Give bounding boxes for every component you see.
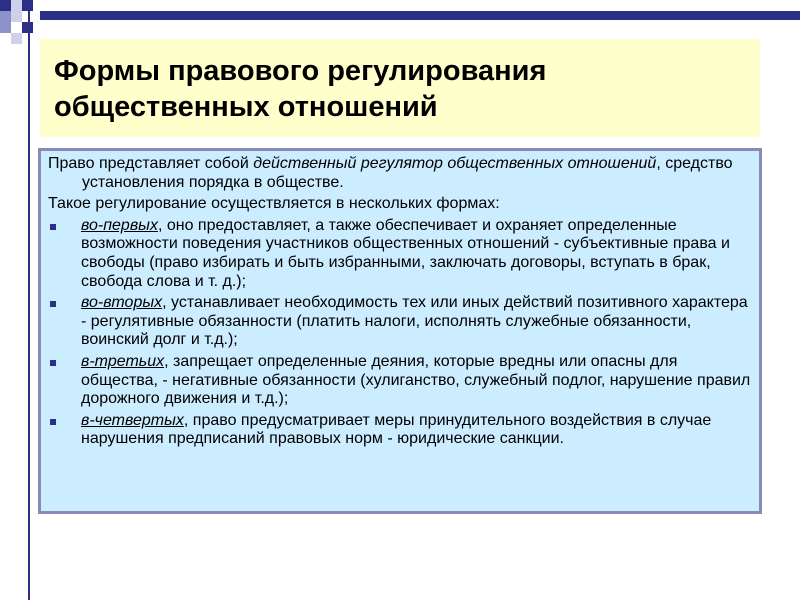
forms-list: [48, 217, 751, 449]
definition-emphasis: действенный регулятор общественных отношений: [253, 155, 657, 172]
decor-square: [11, 33, 22, 44]
definition-text: Право представляет собой: [48, 155, 254, 172]
decor-square: [11, 0, 22, 11]
decor-square: [11, 11, 22, 22]
title-line-1: Формы правового регулирования: [54, 55, 547, 87]
left-accent-line: [28, 0, 30, 600]
definition-text-end: , средство установления порядка в обществе.: [82, 155, 733, 191]
list-item: [48, 353, 751, 409]
item-lead: во-первых: [81, 216, 158, 234]
list-item: [48, 217, 751, 291]
decor-square: [0, 0, 11, 11]
title-line-2: общественных отношений: [54, 91, 438, 123]
square-bullet-icon: [50, 301, 56, 307]
square-bullet-icon: [50, 360, 56, 366]
top-accent-bar: [40, 11, 800, 20]
item-text: , запрещает определенные деяния, которые вредны или опасны для общества, - негативные обязанности (хулиганство, служебный подлог, нарушение правил дорожного движения и т.д.);: [81, 352, 751, 408]
item-text: , оно предоставляет, а также обеспечивает и охраняет определенные возможности поведения участников общественных отношений - субъективные права и свободы (право избирать и быть избранными, заключать договоры, вступать в брак, свобода слова и т. д.);: [81, 216, 730, 290]
item-lead: в-четвертых: [81, 411, 184, 429]
item-lead: в-третьих: [81, 352, 165, 370]
item-lead: во-вторых: [81, 294, 163, 312]
content-panel: [38, 148, 762, 514]
decor-square: [0, 22, 11, 33]
item-text: , устанавливает необходимость тех или иных действий позитивного характера - регулятивные обязанности (платить налоги, исполнять служебные обязанности, воинский долг и т.д.);: [81, 294, 748, 349]
decor-square: [0, 11, 11, 22]
list-item: [48, 294, 751, 350]
item-text: , право предусматривает меры принудительного воздействия в случае нарушения предписаний правовых норм - юридические санкции.: [81, 411, 712, 448]
slide-title: [40, 39, 760, 137]
square-bullet-icon: [50, 419, 56, 425]
definition-paragraph: [48, 155, 751, 192]
list-item: [48, 412, 751, 449]
square-bullet-icon: [50, 224, 56, 230]
forms-intro: Такое регулирование осуществляется в нескольких формах:: [48, 195, 500, 213]
